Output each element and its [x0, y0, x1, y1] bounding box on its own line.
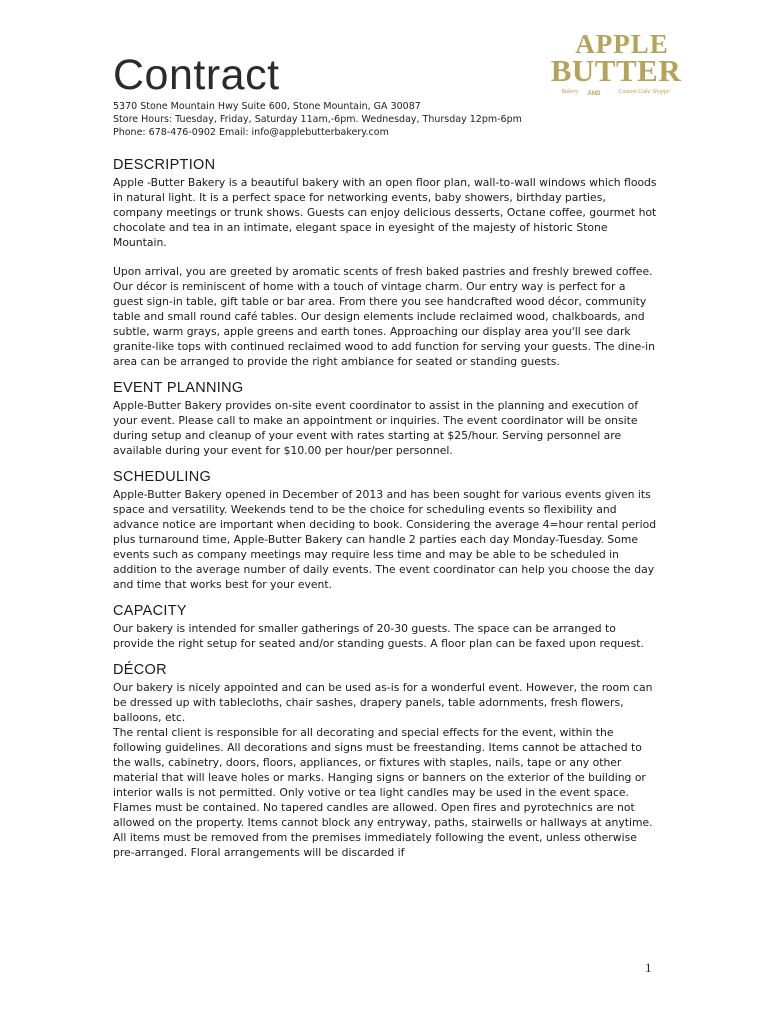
section-heading: DÉCOR: [113, 662, 167, 678]
section-heading: CAPACITY: [113, 603, 187, 619]
section-paragraph: Apple-Butter Bakery opened in December of 2013 and has been sought for various events given its space and versatility. Weekends tend to be the choice for scheduling events so flexibility and advance notice are important when deciding to book. Considering the average 4=hour rental period plus turnaround time, Apple-Butter Bakery can handle 2 parties each day Monday-Tuesday. Some events such as company meetings may require less time and may be able to be scheduled in addition to the average number of daily events. The event coordinator can help you choose the day and time that works best for your event.: [113, 488, 657, 591]
page-title: Contract: [113, 51, 280, 99]
logo-line-1: APPLE: [575, 29, 669, 59]
contact-block: [113, 100, 522, 139]
section-event-planning: [113, 379, 658, 458]
section-description: [113, 156, 658, 369]
section-heading: DESCRIPTION: [113, 157, 216, 173]
logo-line-2: BUTTER: [550, 53, 682, 88]
section-decor: [113, 661, 658, 860]
section-paragraph: The rental client is responsible for all decorating and special effects for the event, within the following guidelines. All decorations and signs must be freestanding. Items cannot be attached to the walls, cabinetry, doors, floors, appliances, or fixtures with staples, nails, tape or any other material that will leave holes or marks. Hanging signs or banners on the exterior of the building or interior walls is not permitted. Only votive or tea light candles may be used in the event space. Flames must be contained. No tapered candles are allowed. Open fires and pyrotechnics are not allowed on the property. Items cannot block any entryway, paths, stairwells or hallways at anytime. All items must be removed from the premises immediately following the event, unless otherwise pre-arranged. Floral arrangements will be discarded if: [113, 726, 653, 859]
section-capacity: [113, 602, 658, 651]
store-hours: Store Hours: Tuesday, Friday, Saturday 11am,-6pm. Wednesday, Thursday 12pm-6pm: [113, 114, 522, 125]
section-paragraph: Our bakery is nicely appointed and can be used as-is for a wonderful event. However, the room can be dressed up with tablecloths, chair sashes, drapery panels, table adornments, fresh flowers, balloons, etc.: [113, 681, 653, 724]
section-paragraph: Upon arrival, you are greeted by aromatic scents of fresh baked pastries and freshly brewed coffee. Our décor is reminiscent of home with a touch of vintage charm. Our entry way is perfect for a guest sign-in table, gift table or bar area. From there you see handcrafted wood décor, community table and small round café tables. Our design elements include reclaimed wood, chalkboards, and subtle, warm grays, apple greens and earth tones. Approaching our display area you'll see dark granite-like tops with continued reclaimed wood to add function for serving your guests. The dine-in area can be arranged to provide the right ambiance for seated or standing guests.: [113, 265, 656, 368]
store-address: 5370 Stone Mountain Hwy Suite 600, Stone Mountain, GA 30087: [113, 101, 421, 112]
page-number: 1: [645, 960, 652, 975]
section-paragraph: Our bakery is intended for smaller gatherings of 20-30 guests. The space can be arranged to provide the right setup for seated and/or standing guests. A floor plan can be faxed upon request.: [113, 622, 644, 650]
section-heading: EVENT PLANNING: [113, 380, 244, 396]
apple-butter-logo: [546, 27, 686, 97]
contract-body: [113, 156, 658, 870]
logo-tag-and: AND: [587, 91, 601, 97]
section-heading: SCHEDULING: [113, 469, 212, 485]
section-scheduling: [113, 468, 658, 592]
store-contact: Phone: 678-476-0902 Email: info@applebutterbakery.com: [113, 127, 389, 138]
section-paragraph: Apple -Butter Bakery is a beautiful bakery with an open floor plan, wall-to-wall windows which floods in natural light. It is a perfect space for networking events, baby showers, birthday parties, company meetings or trunk shows. Guests can enjoy delicious desserts, Octane coffee, gourmet hot chocolate and tea in an intimate, elegant space in eyesight of the majesty of historic Stone Mountain.: [113, 176, 657, 249]
logo-tag-right: Custom Cake Shoppe: [618, 89, 670, 95]
section-paragraph: Apple-Butter Bakery provides on-site event coordinator to assist in the planning and execution of your event. Please call to make an appointment or inquiries. The event coordinator will be onsite during setup and cleanup of your event with rates starting at $25/hour. Serving personnel are available during your event for $10.00 per hour/per personnel.: [113, 399, 639, 457]
logo-tag-left: Bakery: [561, 89, 579, 95]
